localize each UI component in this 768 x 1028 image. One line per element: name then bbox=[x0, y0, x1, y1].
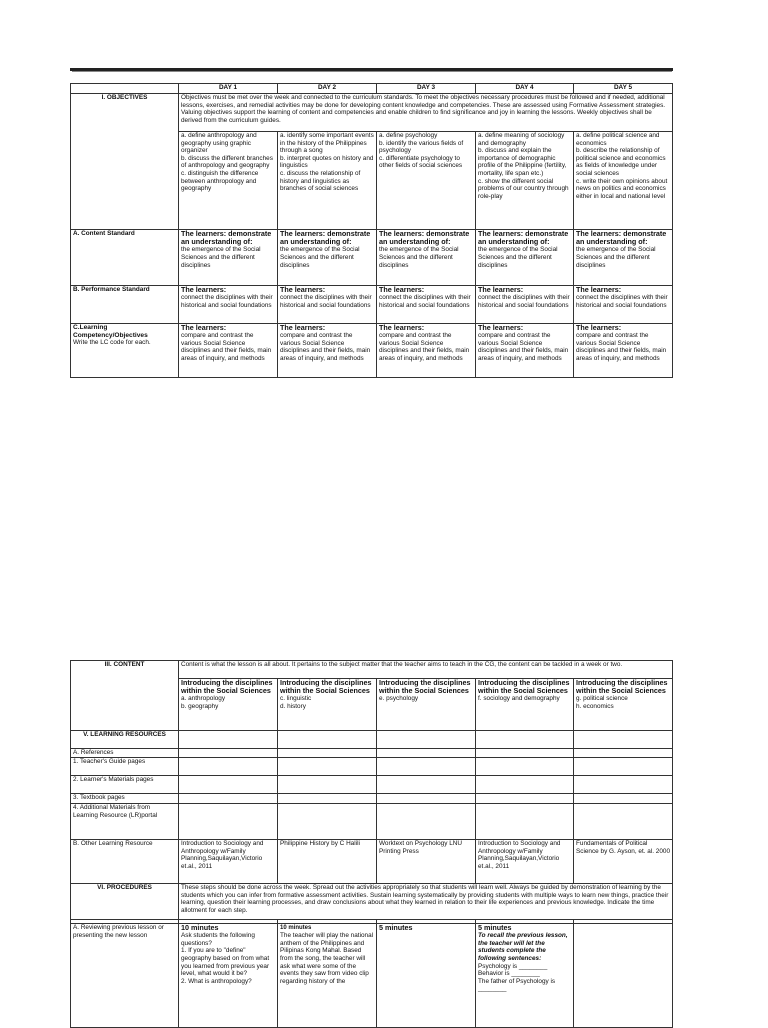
resources-row bbox=[71, 731, 673, 749]
competency-day-2 bbox=[278, 324, 377, 378]
content-day-5-text: g. political science h. economics bbox=[576, 695, 628, 710]
content-standard-row bbox=[71, 230, 673, 286]
day-2-header: DAY 2 bbox=[278, 84, 377, 94]
content-standard-text: the emergence of the Social Sciences and the different disciplines bbox=[478, 246, 558, 269]
teachers-guide-label: 1. Teacher's Guide pages bbox=[71, 758, 179, 776]
performance-standard-bold: The learners: bbox=[379, 285, 425, 294]
competency-bold: The learners: bbox=[576, 323, 622, 332]
empty-cell bbox=[377, 758, 476, 776]
content-standard-text: the emergence of the Social Sciences and the different disciplines bbox=[576, 246, 656, 269]
performance-standard-bold: The learners: bbox=[181, 285, 227, 294]
content-bold: Introducing the disciplines within the Social Sciences bbox=[576, 678, 668, 696]
content-standard-bold: The learners: demonstrate an understanding of: bbox=[280, 229, 371, 247]
performance-standard-day-5 bbox=[574, 286, 673, 324]
objective-day-3: a. define psychology b. identify the various fields of psychology c. differentiate psychology to other fields of social sciences bbox=[377, 132, 476, 230]
additional-materials-label: 4. Additional Materials from Learning Resource (LR)portal bbox=[71, 804, 179, 840]
empty-cell bbox=[278, 804, 377, 840]
performance-standard-day-3 bbox=[377, 286, 476, 324]
content-standard-text: the emergence of the Social Sciences and the different disciplines bbox=[181, 246, 261, 269]
other-resource-day-2: Philippine History by C Halili bbox=[278, 840, 377, 884]
day-3-header: DAY 3 bbox=[377, 84, 476, 94]
competency-label-cell bbox=[71, 324, 179, 378]
objective-day-5: a. define political science and economics b. describe the relationship of political science and economics as fields of knowledge under social sciences c. write their own opinions about news on politics and economics either in local and national level bbox=[574, 132, 673, 230]
content-bold: Introducing the disciplines within the Social Sciences bbox=[181, 678, 273, 696]
competency-sub: Write the LC code for each. bbox=[73, 339, 151, 347]
objectives-label: I. OBJECTIVES bbox=[71, 94, 179, 230]
empty-cell bbox=[476, 731, 574, 749]
competency-text: compare and contrast the various Social Science disciplines and their fields, main areas of inquiry, and methods bbox=[280, 332, 371, 362]
content-standard-text: the emergence of the Social Sciences and the different disciplines bbox=[379, 246, 459, 269]
empty-cell bbox=[574, 731, 673, 749]
empty-cell bbox=[179, 749, 278, 758]
review-day-2-time: 10 minutes bbox=[280, 925, 312, 931]
content-note-row bbox=[71, 661, 673, 679]
additional-materials-row bbox=[71, 804, 673, 840]
empty-cell bbox=[574, 749, 673, 758]
competency-day-4 bbox=[476, 324, 574, 378]
review-day-4-text: Psychology is ________ Behavior is ________ The father of Psychology is ________ bbox=[478, 962, 556, 993]
dll-content-table bbox=[70, 660, 673, 1028]
performance-standard-text: connect the disciplines with their historical and social foundations bbox=[379, 294, 471, 309]
empty-cell bbox=[278, 758, 377, 776]
empty-cell bbox=[179, 776, 278, 794]
other-resource-day-3: Worktext on Psychology LNU Printing Press bbox=[377, 840, 476, 884]
day-5-header: DAY 5 bbox=[574, 84, 673, 94]
competency-text: compare and contrast the various Social Science disciplines and their fields, main areas of inquiry, and methods bbox=[576, 332, 667, 362]
procedures-label: VI. PROCEDURES bbox=[71, 884, 179, 920]
review-day-4-instruction: To recall the previous lesson, the teacher will let the students complete the following sentences: bbox=[478, 932, 568, 962]
performance-standard-bold: The learners: bbox=[576, 285, 622, 294]
performance-standard-text: connect the disciplines with their historical and social foundations bbox=[576, 294, 668, 309]
references-label: A. References bbox=[71, 749, 179, 758]
competency-row bbox=[71, 324, 673, 378]
empty-cell bbox=[574, 804, 673, 840]
content-standard-text: the emergence of the Social Sciences and the different disciplines bbox=[280, 246, 360, 269]
day-4-header: DAY 4 bbox=[476, 84, 574, 94]
empty-cell bbox=[278, 776, 377, 794]
content-standard-bold: The learners: demonstrate an understanding of: bbox=[576, 229, 667, 247]
empty-cell bbox=[476, 776, 574, 794]
content-standard-day-2 bbox=[278, 230, 377, 286]
day-header-row bbox=[71, 84, 673, 94]
content-standard-day-5 bbox=[574, 230, 673, 286]
textbook-label: 3. Textbook pages bbox=[71, 794, 179, 804]
empty-cell bbox=[476, 749, 574, 758]
objective-day-2: a. identify some important events in the history of the Philippines through a song b. interpret quotes on history and linguistics c. discuss the relationship of history and linguistics as branches of social sciences bbox=[278, 132, 377, 230]
performance-standard-day-1 bbox=[179, 286, 278, 324]
performance-standard-bold: The learners: bbox=[478, 285, 524, 294]
content-day-2 bbox=[278, 679, 377, 731]
other-resource-day-5: Fundamentals of Political Science by G. Ayson, et. al. 2000 bbox=[574, 840, 673, 884]
competency-text: compare and contrast the various Social Science disciplines and their fields, main areas of inquiry, and methods bbox=[379, 332, 470, 362]
content-day-3-text: e. psychology bbox=[379, 695, 419, 703]
review-day-1 bbox=[179, 924, 278, 1028]
header-rule-thin bbox=[72, 71, 672, 72]
review-day-3 bbox=[377, 924, 476, 1028]
content-bold: Introducing the disciplines within the Social Sciences bbox=[478, 678, 570, 696]
performance-standard-label: B. Performance Standard bbox=[71, 286, 179, 324]
review-day-4 bbox=[476, 924, 574, 1028]
performance-standard-text: connect the disciplines with their historical and social foundations bbox=[280, 294, 372, 309]
performance-standard-text: connect the disciplines with their historical and social foundations bbox=[181, 294, 273, 309]
empty-cell bbox=[377, 794, 476, 804]
empty-cell bbox=[377, 804, 476, 840]
content-day-3 bbox=[377, 679, 476, 731]
content-standard-label: A. Content Standard bbox=[71, 230, 179, 286]
empty-cell bbox=[179, 731, 278, 749]
day-1-header: DAY 1 bbox=[179, 84, 278, 94]
empty-cell bbox=[278, 794, 377, 804]
empty-cell bbox=[574, 924, 673, 1028]
empty-cell bbox=[377, 731, 476, 749]
performance-standard-day-2 bbox=[278, 286, 377, 324]
competency-bold: The learners: bbox=[181, 323, 227, 332]
procedures-note-row bbox=[71, 884, 673, 920]
other-resource-day-1: Introduction to Sociology and Anthropology w/Family Planning,Saquilayan,Victorio et.al., 2011 bbox=[179, 840, 278, 884]
review-lesson-label: A. Reviewing previous lesson or presenting the new lesson bbox=[71, 924, 179, 1028]
content-standard-bold: The learners: demonstrate an understanding of: bbox=[181, 229, 272, 247]
resources-label: V. LEARNING RESOURCES bbox=[71, 731, 179, 749]
empty-cell bbox=[476, 804, 574, 840]
teachers-guide-row bbox=[71, 758, 673, 776]
empty-cell bbox=[574, 794, 673, 804]
other-resources-row bbox=[71, 840, 673, 884]
objective-day-1: a. define anthropology and geography using graphic organizer b. discuss the different branches of anthropology and geography c. distinguish the difference between anthropology and geography bbox=[179, 132, 278, 230]
content-standard-day-3 bbox=[377, 230, 476, 286]
competency-bold: The learners: bbox=[478, 323, 524, 332]
competency-bold: The learners: bbox=[379, 323, 425, 332]
review-day-3-time: 5 minutes bbox=[379, 923, 413, 932]
textbook-row bbox=[71, 794, 673, 804]
performance-standard-day-4 bbox=[476, 286, 574, 324]
empty-cell bbox=[179, 804, 278, 840]
content-day-5 bbox=[574, 679, 673, 731]
content-day-1-text: a. anthropology b. geography bbox=[181, 695, 226, 710]
content-day-4-text: f. sociology and demography bbox=[478, 695, 560, 703]
competency-day-3 bbox=[377, 324, 476, 378]
corner-cell bbox=[71, 84, 179, 94]
review-day-1-text: Ask students the following questions? 1. If you are to "define" geography based on from what you learned from previous year level, what would it be? 2. What is anthropology? bbox=[181, 932, 270, 985]
empty-cell bbox=[574, 776, 673, 794]
empty-cell bbox=[476, 758, 574, 776]
competency-text: compare and contrast the various Social Science disciplines and their fields, main areas of inquiry, and methods bbox=[478, 332, 569, 362]
empty-cell bbox=[179, 758, 278, 776]
content-note: Content is what the lesson is all about. It pertains to the subject matter that the teacher aims to teach in the CG, the content can be tackled in a week or two. bbox=[179, 661, 673, 679]
content-bold: Introducing the disciplines within the Social Sciences bbox=[379, 678, 471, 696]
other-resources-label: B. Other Learning Resource bbox=[71, 840, 179, 884]
content-label: III. CONTENT bbox=[71, 661, 179, 731]
review-day-2-text: The teacher will play the national anthem of the Philippines and Pilipinas Kong Mahal. Based from the song, the teacher will ask what were some of the events they saw from video clip regarding history of the bbox=[280, 932, 374, 985]
review-day-4-time: 5 minutes bbox=[478, 923, 512, 932]
content-bold: Introducing the disciplines within the Social Sciences bbox=[280, 678, 372, 696]
performance-standard-row bbox=[71, 286, 673, 324]
empty-cell bbox=[377, 749, 476, 758]
review-lesson-row bbox=[71, 924, 673, 1028]
learners-materials-row bbox=[71, 776, 673, 794]
content-standard-day-1 bbox=[179, 230, 278, 286]
objectives-note: Objectives must be met over the week and connected to the curriculum standards. To meet the objectives necessary procedures must be followed and if needed, additional lessons, exercises, and remedial activities may be done for developing content knowledge and competencies. These are assessed using Formative Assessment strategies. Valuing objectives support the learning of content and competencies and enable children to find significance and joy in learning the lessons. Weekly objectives shall be derived from the curriculum guides. bbox=[179, 94, 673, 132]
content-standard-bold: The learners: demonstrate an understanding of: bbox=[478, 229, 569, 247]
competency-day-1 bbox=[179, 324, 278, 378]
empty-cell bbox=[377, 776, 476, 794]
learners-materials-label: 2. Learner's Materials pages bbox=[71, 776, 179, 794]
competency-bold: The learners: bbox=[280, 323, 326, 332]
content-day-1 bbox=[179, 679, 278, 731]
review-day-1-time: 10 minutes bbox=[181, 923, 219, 932]
references-row bbox=[71, 749, 673, 758]
competency-label: C.Learning Competency/Objectives bbox=[73, 324, 148, 339]
content-standard-bold: The learners: demonstrate an understanding of: bbox=[379, 229, 470, 247]
content-day-2-text: c. linguistic d. history bbox=[280, 695, 312, 710]
competency-text: compare and contrast the various Social Science disciplines and their fields, main areas of inquiry, and methods bbox=[181, 332, 272, 362]
objectives-note-row bbox=[71, 94, 673, 132]
other-resource-day-4: Introduction to Sociology and Anthropology w/Family Planning,Saquilayan,Victorio et.al., 2011 bbox=[476, 840, 574, 884]
objective-day-4: a. define meaning of sociology and demography b. discuss and explain the importance of demographic profile of the Philippine (fertility, mortality, life span etc.) c. show the different social problems of our country through role-play bbox=[476, 132, 574, 230]
content-day-4 bbox=[476, 679, 574, 731]
empty-cell bbox=[179, 794, 278, 804]
empty-cell bbox=[278, 749, 377, 758]
dll-objectives-table bbox=[70, 83, 673, 378]
performance-standard-bold: The learners: bbox=[280, 285, 326, 294]
empty-cell bbox=[476, 794, 574, 804]
competency-day-5 bbox=[574, 324, 673, 378]
procedures-note: These steps should be done across the week. Spread out the activities appropriately so that students will learn well. Always be guided by demonstration of learning by the students which you can infer from formative assessment activities. Sustain learning systematically by providing students with multiple ways to learn new things, practice their learning, question their learning processes, and draw conclusions about what they learned in relation to their life experiences and previous knowledge. Indicate the time allotment for each step. bbox=[179, 884, 673, 920]
performance-standard-text: connect the disciplines with their historical and social foundations bbox=[478, 294, 570, 309]
empty-cell bbox=[278, 731, 377, 749]
content-standard-day-4 bbox=[476, 230, 574, 286]
empty-cell bbox=[574, 758, 673, 776]
review-day-2 bbox=[278, 924, 377, 1028]
